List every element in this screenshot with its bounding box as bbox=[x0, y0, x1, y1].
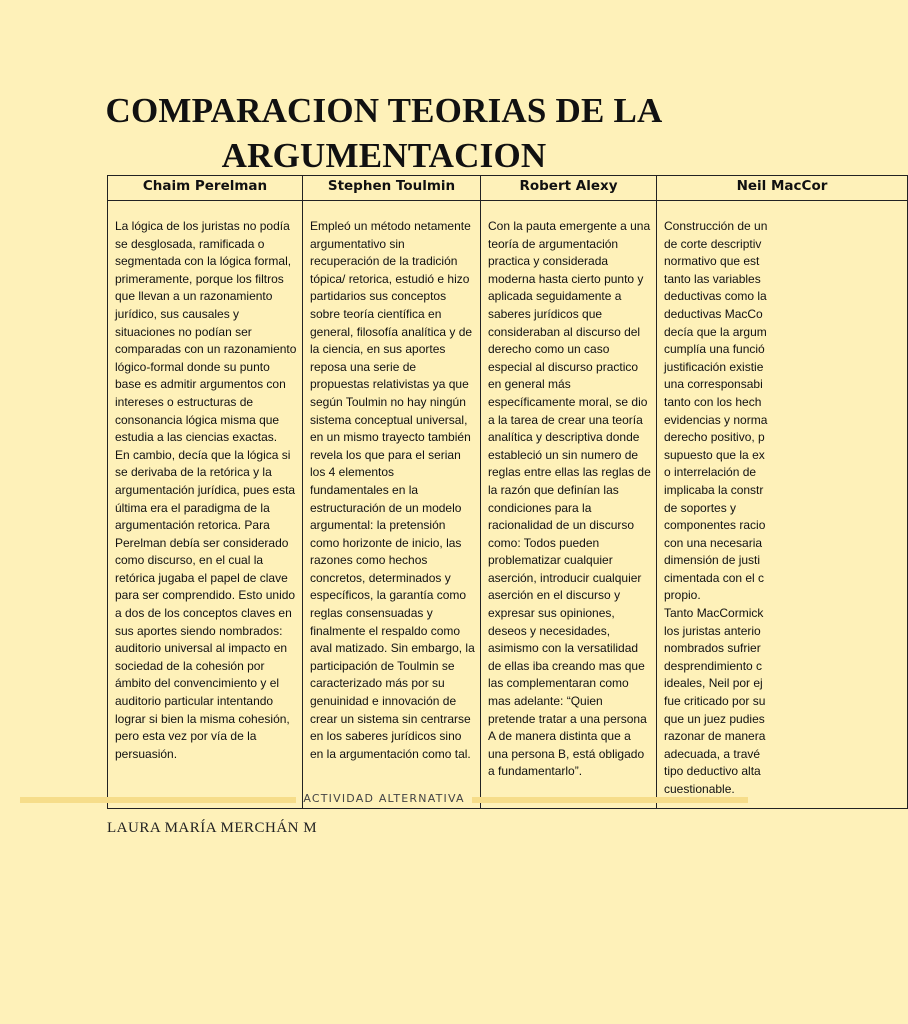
footer-divider-right bbox=[472, 797, 748, 803]
header-alexy: Robert Alexy bbox=[481, 176, 657, 201]
table-row bbox=[108, 201, 908, 809]
header-perelman: Chaim Perelman bbox=[108, 176, 303, 201]
comparison-table bbox=[107, 175, 828, 796]
cell-maccormick: Construcción de un de corte descriptiv normativo que est tanto las variables deductivas como la deductivas MacCo decía que la argum cumplía una funció justificación existie una corresponsabi tanto con los hech evidencias y norma derecho positivo, p supuesto que la ex o interrelación de implicaba la constr de soportes y componentes racio con una necesaria dimensión de justi cimentada con el c propio. Tanto MacCormick los juristas anterio nombrados sufrier desprendimiento c ideales, Neil por ej fue criticado por su que un juez pudies razonar de manera adecuada, a travé tipo deductivo alta cuestionable. bbox=[657, 201, 908, 809]
table-header-row bbox=[108, 176, 908, 201]
footer-divider-left bbox=[20, 797, 296, 803]
page-title bbox=[0, 88, 768, 178]
cell-alexy: Con la pauta emergente a una teoría de argumentación practica y considerada moderna hasta cierto punto y aplicada seguidamente a saberes jurídicos que consideraban al discurso del derecho como un caso especial al discurso practico en general más específicamente moral, se dio a la tarea de crear una teoría analítica y descriptiva donde estableció un sin numero de reglas entre ellas las reglas de la razón que definían las condiciones para la racionalidad de un discurso como: Todos pueden problematizar cualquier aserción, introducir cualquier aserción en el discurso y expresar sus opiniones, deseos y necesidades, asimismo con la versatilidad de ellas iba creando mas que las complementaran como mas adelante: “Quien pretende tratar a una persona A de manera distinta que a una persona B, está obligado a fundamentarlo”. bbox=[481, 201, 657, 809]
header-maccormick: Neil MacCor bbox=[657, 176, 908, 201]
title-line-2: ARGUMENTACION bbox=[221, 136, 547, 175]
cell-perelman: La lógica de los juristas no podía se desglosada, ramificada o segmentada con la lógica formal, primeramente, porque los filtros que llevan a un razonamiento jurídico, sus causales y situaciones no podían ser comparadas con un razonamiento lógico-formal donde su punto base es admitir argumentos con intereses o estructuras de consonancia lógica misma que estudia a las ciencias exactas. En cambio, decía que la lógica si se derivaba de la retórica y la argumentación jurídica, pues esta última era el paradigma de la argumentación retorica. Para Perelman debía ser considerado como discurso, en el cual la retórica jugaba el papel de clave para ser comprendido. Esto unido a dos de los conceptos claves en sus aportes siendo nombrados: auditorio universal al impacto en sociedad de la cohesión por ámbito del convencimiento y el auditorio particular intentando lograr si bien la misma cohesión, pero esta vez por vía de la persuasión. bbox=[108, 201, 303, 809]
author-name: LAURA MARÍA MERCHÁN M bbox=[107, 820, 318, 836]
header-toulmin: Stephen Toulmin bbox=[303, 176, 481, 201]
title-line-1: COMPARACION TEORIAS DE LA bbox=[105, 91, 663, 130]
cell-toulmin: Empleó un método netamente argumentativo sin recuperación de la tradición tópica/ retorica, estudió e hizo partidarios sus conceptos sobre teoría científica en general, filosofía analítica y de la ciencia, en sus aportes reposa una serie de propuestas relativistas ya que según Toulmin no hay ningún sistema conceptual universal, en un mismo trayecto también revela los que para el serian los 4 elementos fundamentales en la estructuración de un modelo argumental: la pretensión como horizonte de inicio, las razones como hechos concretos, determinados y específicos, la garantía como reglas consensuadas y finalmente el respaldo como aval matizado. Sin embargo, la participación de Toulmin se caracterizado más por su genuinidad e innovación de crear un sistema sin centrarse en los saberes jurídicos sino en la argumentación como tal. bbox=[303, 201, 481, 809]
activity-label: ACTIVIDAD ALTERNATIVA bbox=[303, 792, 465, 805]
